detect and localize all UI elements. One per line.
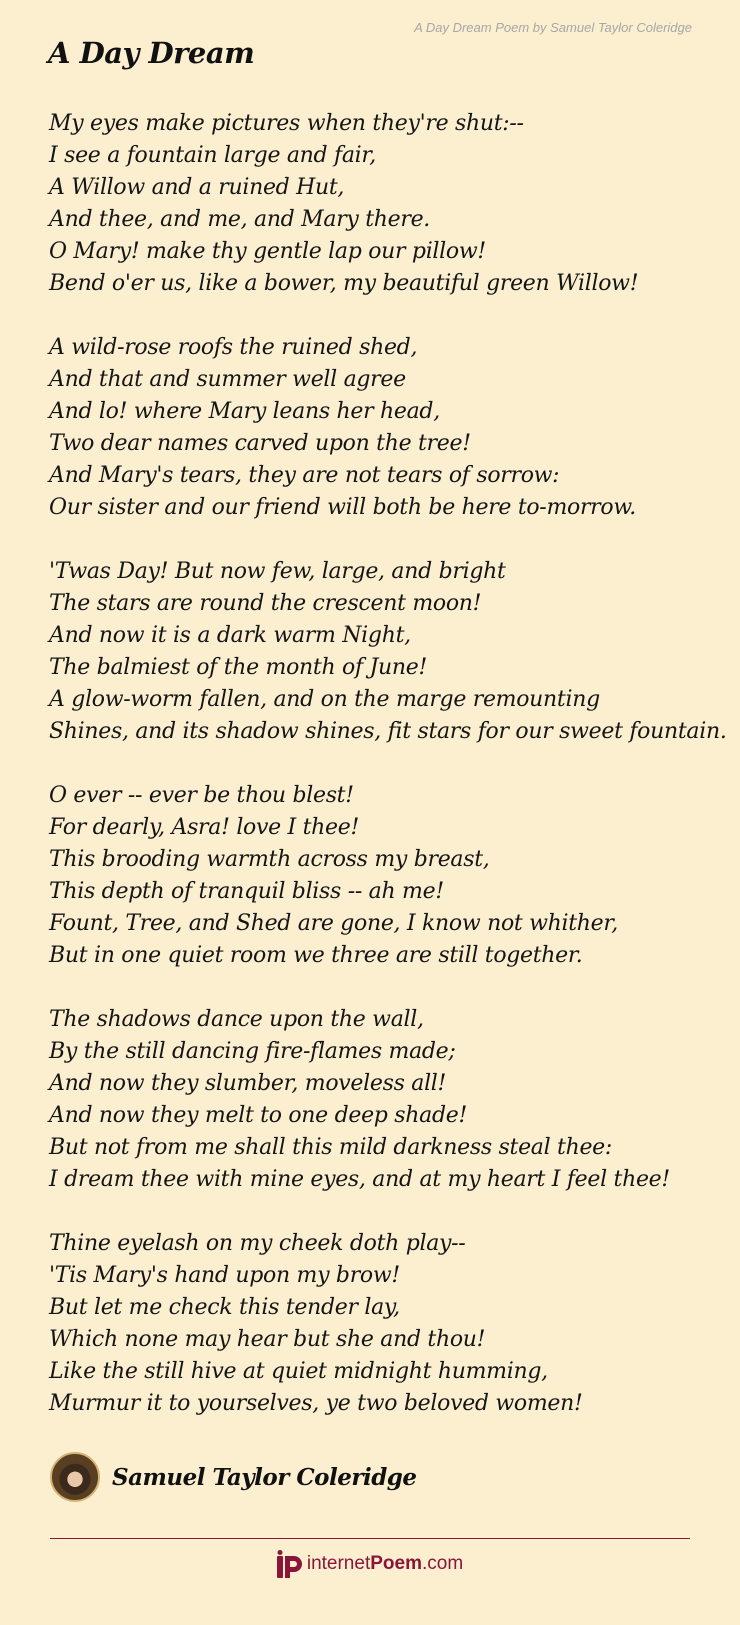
poem-line: Murmur it to yourselves, ye two beloved women! — [49, 1391, 583, 1416]
author-name[interactable]: Samuel Taylor Coleridge — [112, 1463, 417, 1491]
poem-stanza — [49, 780, 710, 972]
poem-line: But in one quiet room we three are still together. — [49, 943, 583, 968]
footer-divider — [50, 1538, 690, 1539]
poem-line: I see a fountain large and fair, — [49, 143, 376, 168]
poem-line: Two dear names carved upon the tree! — [49, 431, 471, 456]
logo-text-poem: Poem — [370, 1553, 422, 1574]
poem-line: Like the still hive at quiet midnight humming, — [49, 1359, 548, 1384]
logo-text-domain: .com — [421, 1553, 464, 1574]
poem-stanza — [49, 1004, 710, 1196]
poem-line: Shines, and its shadow shines, fit stars for our sweet fountain. — [49, 719, 727, 744]
poem-line: And now they slumber, moveless all! — [49, 1071, 447, 1096]
poem-line: But let me check this tender lay, — [49, 1295, 400, 1320]
poem-line: This brooding warmth across my breast, — [49, 847, 490, 872]
poem-line: Fount, Tree, and Shed are gone, I know not whither, — [49, 911, 618, 936]
poem-line: My eyes make pictures when they're shut:-- — [49, 111, 524, 136]
poem-stanza — [49, 556, 727, 748]
poem-stanza — [49, 1228, 710, 1420]
poem-body — [49, 108, 727, 1452]
poem-line: Our sister and our friend will both be here to-morrow. — [49, 495, 636, 520]
author-avatar[interactable] — [50, 1452, 100, 1502]
poem-line: By the still dancing fire-flames made; — [49, 1039, 456, 1064]
poem-line: And Mary's tears, they are not tears of sorrow: — [49, 463, 560, 488]
poem-stanza — [49, 332, 710, 524]
poem-stanza — [49, 108, 710, 300]
poem-line: Bend o'er us, like a bower, my beautiful green Willow! — [49, 271, 639, 296]
poem-line: But not from me shall this mild darkness steal thee: — [49, 1135, 612, 1160]
logo-text-internet: internet — [306, 1553, 371, 1574]
poem-line: The shadows dance upon the wall, — [49, 1007, 424, 1032]
poem-line: And that and summer well agree — [49, 367, 406, 392]
poem-line: A glow-worm fallen, and on the marge remounting — [49, 687, 600, 712]
header-credit: A Day Dream Poem by Samuel Taylor Coleridge — [414, 20, 692, 35]
poem-line: Thine eyelash on my cheek doth play-- — [49, 1231, 466, 1256]
logo-ip-icon — [277, 1550, 303, 1578]
author-block[interactable] — [50, 1452, 417, 1502]
poem-line: And thee, and me, and Mary there. — [49, 207, 430, 232]
poem-line: And now they melt to one deep shade! — [49, 1103, 467, 1128]
poem-line: O Mary! make thy gentle lap our pillow! — [49, 239, 486, 264]
poem-line: I dream thee with mine eyes, and at my heart I feel thee! — [49, 1167, 670, 1192]
poem-line: A wild-rose roofs the ruined shed, — [49, 335, 418, 360]
poem-line: Which none may hear but she and thou! — [49, 1327, 486, 1352]
poem-line: A Willow and a ruined Hut, — [49, 175, 345, 200]
site-logo[interactable] — [0, 1550, 740, 1578]
poem-line: 'Twas Day! But now few, large, and bright — [49, 559, 506, 584]
poem-line: The balmiest of the month of June! — [49, 655, 428, 680]
poem-line: The stars are round the crescent moon! — [49, 591, 482, 616]
poem-line: And now it is a dark warm Night, — [49, 623, 411, 648]
poem-line: 'Tis Mary's hand upon my brow! — [49, 1263, 400, 1288]
poem-line: O ever -- ever be thou blest! — [49, 783, 354, 808]
poem-line: This depth of tranquil bliss -- ah me! — [49, 879, 444, 904]
poem-title: A Day Dream — [48, 36, 255, 70]
poem-line: And lo! where Mary leans her head, — [49, 399, 440, 424]
poem-line: For dearly, Asra! love I thee! — [49, 815, 360, 840]
